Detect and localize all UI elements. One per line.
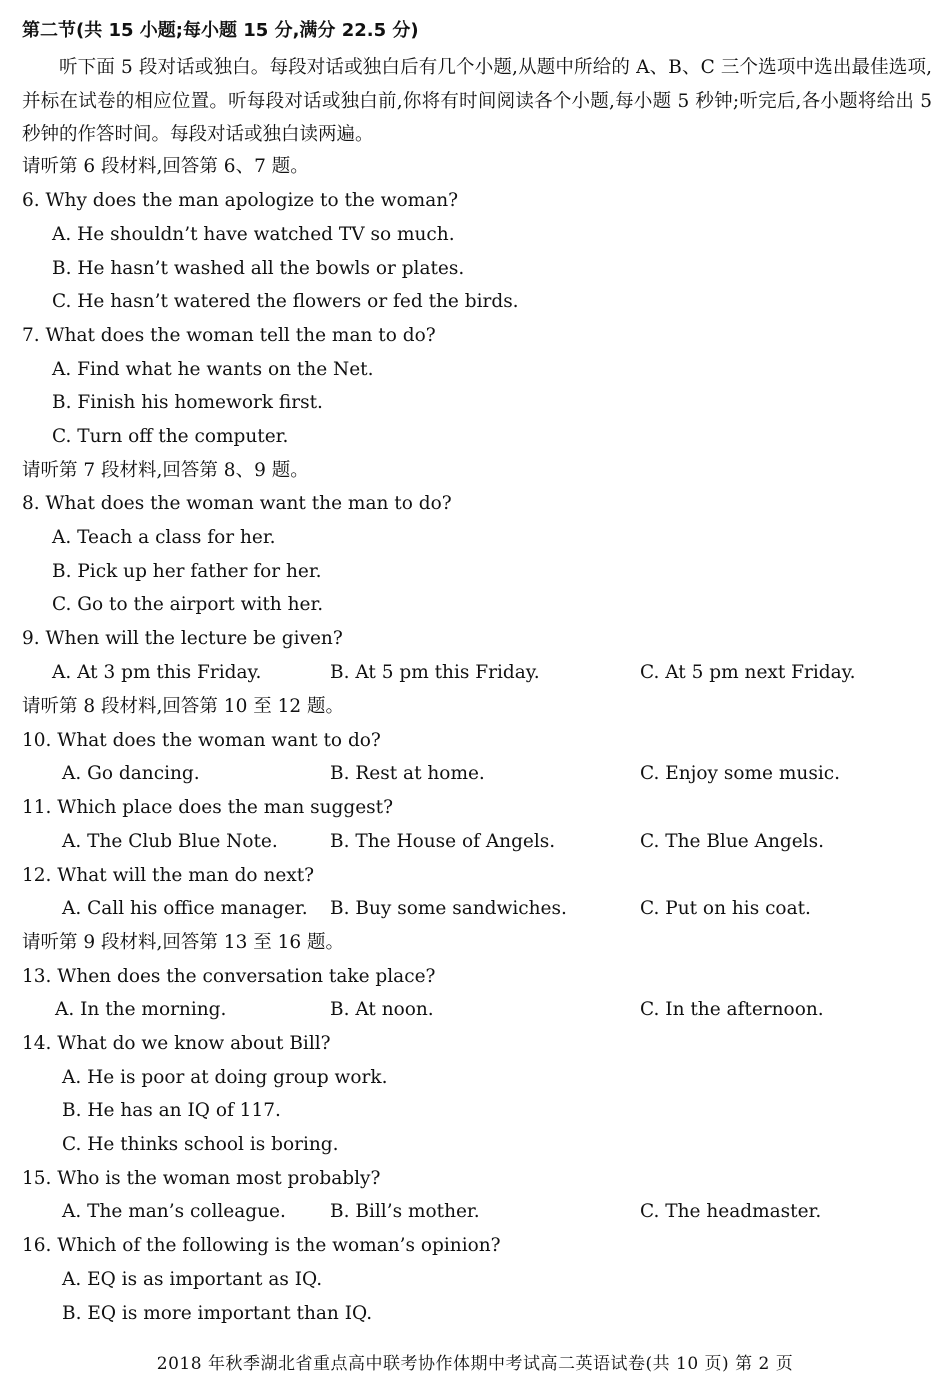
question-13-option-c: C. In the afternoon. (640, 999, 824, 1020)
question-8-stem: 8. What does the woman want the man to do? (22, 493, 452, 514)
question-8-option-b: B. Pick up her father for her. (52, 561, 322, 582)
question-15-stem: 15. Who is the woman most probably? (22, 1168, 381, 1189)
question-16-stem: 16. Which of the following is the woman’s opinion? (22, 1235, 501, 1256)
question-10-option-c: C. Enjoy some music. (640, 763, 840, 784)
question-6-option-c: C. He hasn’t watered the flowers or fed the birds. (52, 291, 519, 312)
question-15-option-a: A. The man’s colleague. (62, 1201, 286, 1222)
question-13-option-b: B. At noon. (330, 999, 434, 1020)
question-11-stem: 11. Which place does the man suggest? (22, 797, 394, 818)
question-13-option-a: A. In the morning. (55, 999, 227, 1020)
question-12-stem: 12. What will the man do next? (22, 865, 315, 886)
group-prompt-9: 请听第 9 段材料,回答第 13 至 16 题。 (22, 932, 345, 953)
group-prompt-6: 请听第 6 段材料,回答第 6、7 题。 (22, 156, 309, 177)
question-6-option-b: B. He hasn’t washed all the bowls or plates. (52, 258, 465, 279)
question-16-option-a: A. EQ is as important as IQ. (62, 1269, 323, 1290)
question-8-option-c: C. Go to the airport with her. (52, 594, 324, 615)
question-9-stem: 9. When will the lecture be given? (22, 628, 343, 649)
question-10-option-b: B. Rest at home. (330, 763, 485, 784)
question-11-option-b: B. The House of Angels. (330, 831, 556, 852)
question-7-stem: 7. What does the woman tell the man to do? (22, 325, 436, 346)
question-9-option-c: C. At 5 pm next Friday. (640, 662, 856, 683)
question-9-option-a: A. At 3 pm this Friday. (52, 662, 262, 683)
question-12-option-a: A. Call his office manager. (62, 898, 308, 919)
question-11-option-c: C. The Blue Angels. (640, 831, 824, 852)
question-13-stem: 13. When does the conversation take place? (22, 966, 436, 987)
section-header: 第二节(共 15 小题;每小题 15 分,满分 22.5 分) (22, 20, 419, 41)
question-15-option-b: B. Bill’s mother. (330, 1201, 480, 1222)
question-8-option-a: A. Teach a class for her. (52, 527, 276, 548)
group-prompt-8: 请听第 8 段材料,回答第 10 至 12 题。 (22, 696, 345, 717)
question-15-option-c: C. The headmaster. (640, 1201, 822, 1222)
question-14-option-b: B. He has an IQ of 117. (62, 1100, 281, 1121)
question-10-stem: 10. What does the woman want to do? (22, 730, 381, 751)
question-6-stem: 6. Why does the man apologize to the woman? (22, 190, 459, 211)
page-footer: 2018 年秋季湖北省重点高中联考协作体期中考试高二英语试卷(共 10 页) 第 2 页 (156, 1354, 794, 1374)
question-14-option-a: A. He is poor at doing group work. (62, 1067, 388, 1088)
question-6-option-a: A. He shouldn’t have watched TV so much. (52, 224, 455, 245)
question-14-stem: 14. What do we know about Bill? (22, 1033, 331, 1054)
instructions-paragraph: 听下面 5 段对话或独白。每段对话或独白后有几个小题,从题中所给的 A、B、C 三个选项中选出最佳选项,并标在试卷的相应位置。听每段对话或独白前,你将有时间阅读各个小题,每小题 5 秒钟;听完后,各小题将给出 5 秒钟的作答时间。每段对话或独白读两遍。 (22, 57, 932, 145)
question-10-option-a: A. Go dancing. (62, 763, 200, 784)
question-7-option-a: A. Find what he wants on the Net. (52, 359, 374, 380)
question-14-option-c: C. He thinks school is boring. (62, 1134, 339, 1155)
question-9-option-b: B. At 5 pm this Friday. (330, 662, 540, 683)
question-16-option-b: B. EQ is more important than IQ. (62, 1303, 373, 1324)
question-12-option-b: B. Buy some sandwiches. (330, 898, 567, 919)
question-7-option-b: B. Finish his homework first. (52, 392, 323, 413)
question-7-option-c: C. Turn off the computer. (52, 426, 289, 447)
question-11-option-a: A. The Club Blue Note. (62, 831, 278, 852)
question-12-option-c: C. Put on his coat. (640, 898, 811, 919)
group-prompt-7: 请听第 7 段材料,回答第 8、9 题。 (22, 460, 309, 481)
